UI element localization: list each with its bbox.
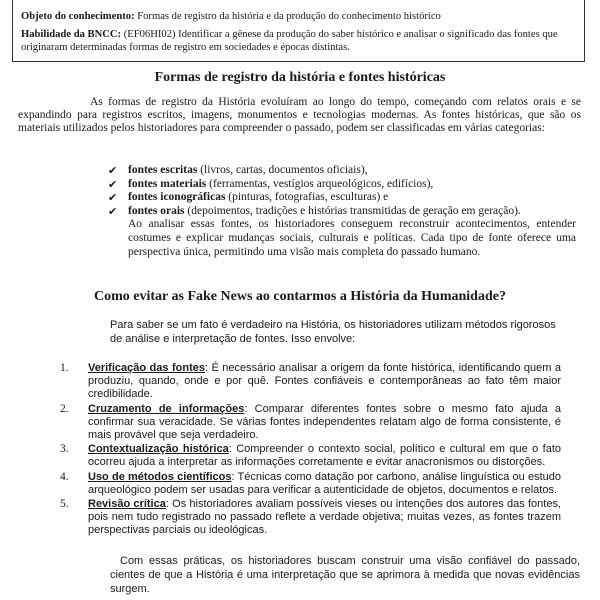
section1-intro-text: As formas de registro da História evoluíram ao longo do tempo, começando com relatos orais e se expandindo para registros escritos, imagens, monumentos e tecnologias modernas. As fontes históricas, que são os materiais utilizados pelos historiadores para compreender o passado, podem ser classificadas em várias categorias: (18, 96, 581, 135)
step-desc: : Os historiadores avaliam possíveis vieses ou intenções dos autores das fontes, pois nem tudo registrado no passado reflete a verdade objetiva; muitas vezes, as fontes trazem perspectivas parciais ou ideológicas. (88, 498, 561, 537)
checkmark-icon: ✔ (108, 177, 118, 191)
step-desc: : Técnicas como datação por carbono, análise linguística ou estudo arqueológico podem ser usadas para verificar a autenticidade de objetos, documentos e relatos. (88, 470, 561, 496)
source-term: fontes iconográficas (128, 191, 226, 204)
step-desc: : É necessário analisar a origem da fonte histórica, identificando quem a produziu, quando, onde e por quê. Fontes confiáveis e contemporâneas ao fato têm maior credibilidade. (88, 362, 561, 401)
list-item (60, 443, 561, 469)
conclusion-text: Com essas práticas, os historiadores buscam construir uma visão confiável do passado, cientes de que a História é uma interpretação que se aprimora à medida que novas evidências surgem. (110, 555, 580, 595)
source-types-list (108, 164, 576, 259)
source-term: fontes orais (128, 204, 185, 217)
step-number: 2. (60, 402, 69, 415)
source-desc: (depoimentos, tradições e histórias transmitidas de geração em geração). (184, 204, 521, 217)
habilidade-line (21, 28, 576, 54)
list-item (108, 178, 576, 192)
list-item (60, 403, 561, 443)
checkmark-icon: ✔ (108, 204, 118, 218)
methods-list (60, 362, 561, 539)
objeto-label: Objeto do conhecimento: (21, 11, 135, 22)
objeto-line (21, 10, 441, 23)
step-term: Uso de métodos científicos (88, 470, 232, 483)
step-number: 5. (60, 498, 69, 511)
info-box (12, 0, 585, 62)
source-desc: (ferramentas, vestígios arqueológicos, edifícios), (206, 177, 434, 190)
checkmark-icon: ✔ (108, 164, 118, 177)
checkmark-icon: ✔ (108, 191, 118, 205)
habilidade-label: Habilidade da BNCC: (21, 29, 122, 40)
conclusion (110, 554, 580, 596)
step-desc: : Compreender o contexto social, político e cultural em que o fato ocorreu ajuda a interpretar as informações corretamente e evitar anacronismos ou distorções. (88, 443, 561, 469)
source-term: fontes escritas (128, 164, 198, 176)
source-desc: (pinturas, fotografias, esculturas) e (225, 191, 389, 204)
section2-title: Como evitar as Fake News ao contarmos a História da Humanidade? (94, 289, 506, 304)
list-item (60, 362, 561, 402)
step-number: 3. (60, 443, 69, 456)
list-item (108, 205, 576, 259)
step-term: Verificação das fontes (88, 362, 205, 374)
step-number: 4. (60, 470, 69, 483)
section1-continuation: Ao analisar essas fontes, os historiadores conseguem reconstruir acontecimentos, entender costumes e explicar mudanças sociais, culturais e políticas. Cada tipo de fonte oferece uma perspectiva única, permitindo uma visão mais completa do passado humano. (128, 218, 576, 258)
step-number: 1. (60, 362, 69, 374)
list-item (108, 191, 576, 205)
source-term: fontes materiais (128, 177, 207, 190)
section1-intro (18, 96, 581, 136)
step-term: Revisão crítica (88, 498, 166, 511)
step-term: Contextualização histórica (88, 443, 229, 456)
list-item (108, 164, 576, 178)
section2-intro: Para saber se um fato é verdadeiro na História, os historiadores utilizam métodos rigorosos de análise e interpretação de fontes. Isso envolve: (110, 319, 556, 345)
habilidade-text: (EF06HI02) Identificar a gênese da produção do saber histórico e analisar o significado das fontes que originaram determinadas formas de registro em sociedades e épocas distintas. (21, 29, 558, 53)
objeto-text: Formas de registro da história e da produção do conhecimento histórico (137, 11, 441, 22)
section1-title: Formas de registro da história e fontes históricas (154, 70, 446, 85)
source-desc: (livros, cartas, documentos oficiais), (197, 164, 368, 176)
list-item (60, 498, 561, 538)
step-term: Cruzamento de informações (88, 402, 245, 415)
step-desc: : Comparar diferentes fontes sobre o mesmo fato ajuda a confirmar sua veracidade. Se várias fontes independentes relatam algo de forma consistente, é mais provável que seja verdadeiro. (88, 402, 561, 442)
list-item (60, 471, 561, 497)
